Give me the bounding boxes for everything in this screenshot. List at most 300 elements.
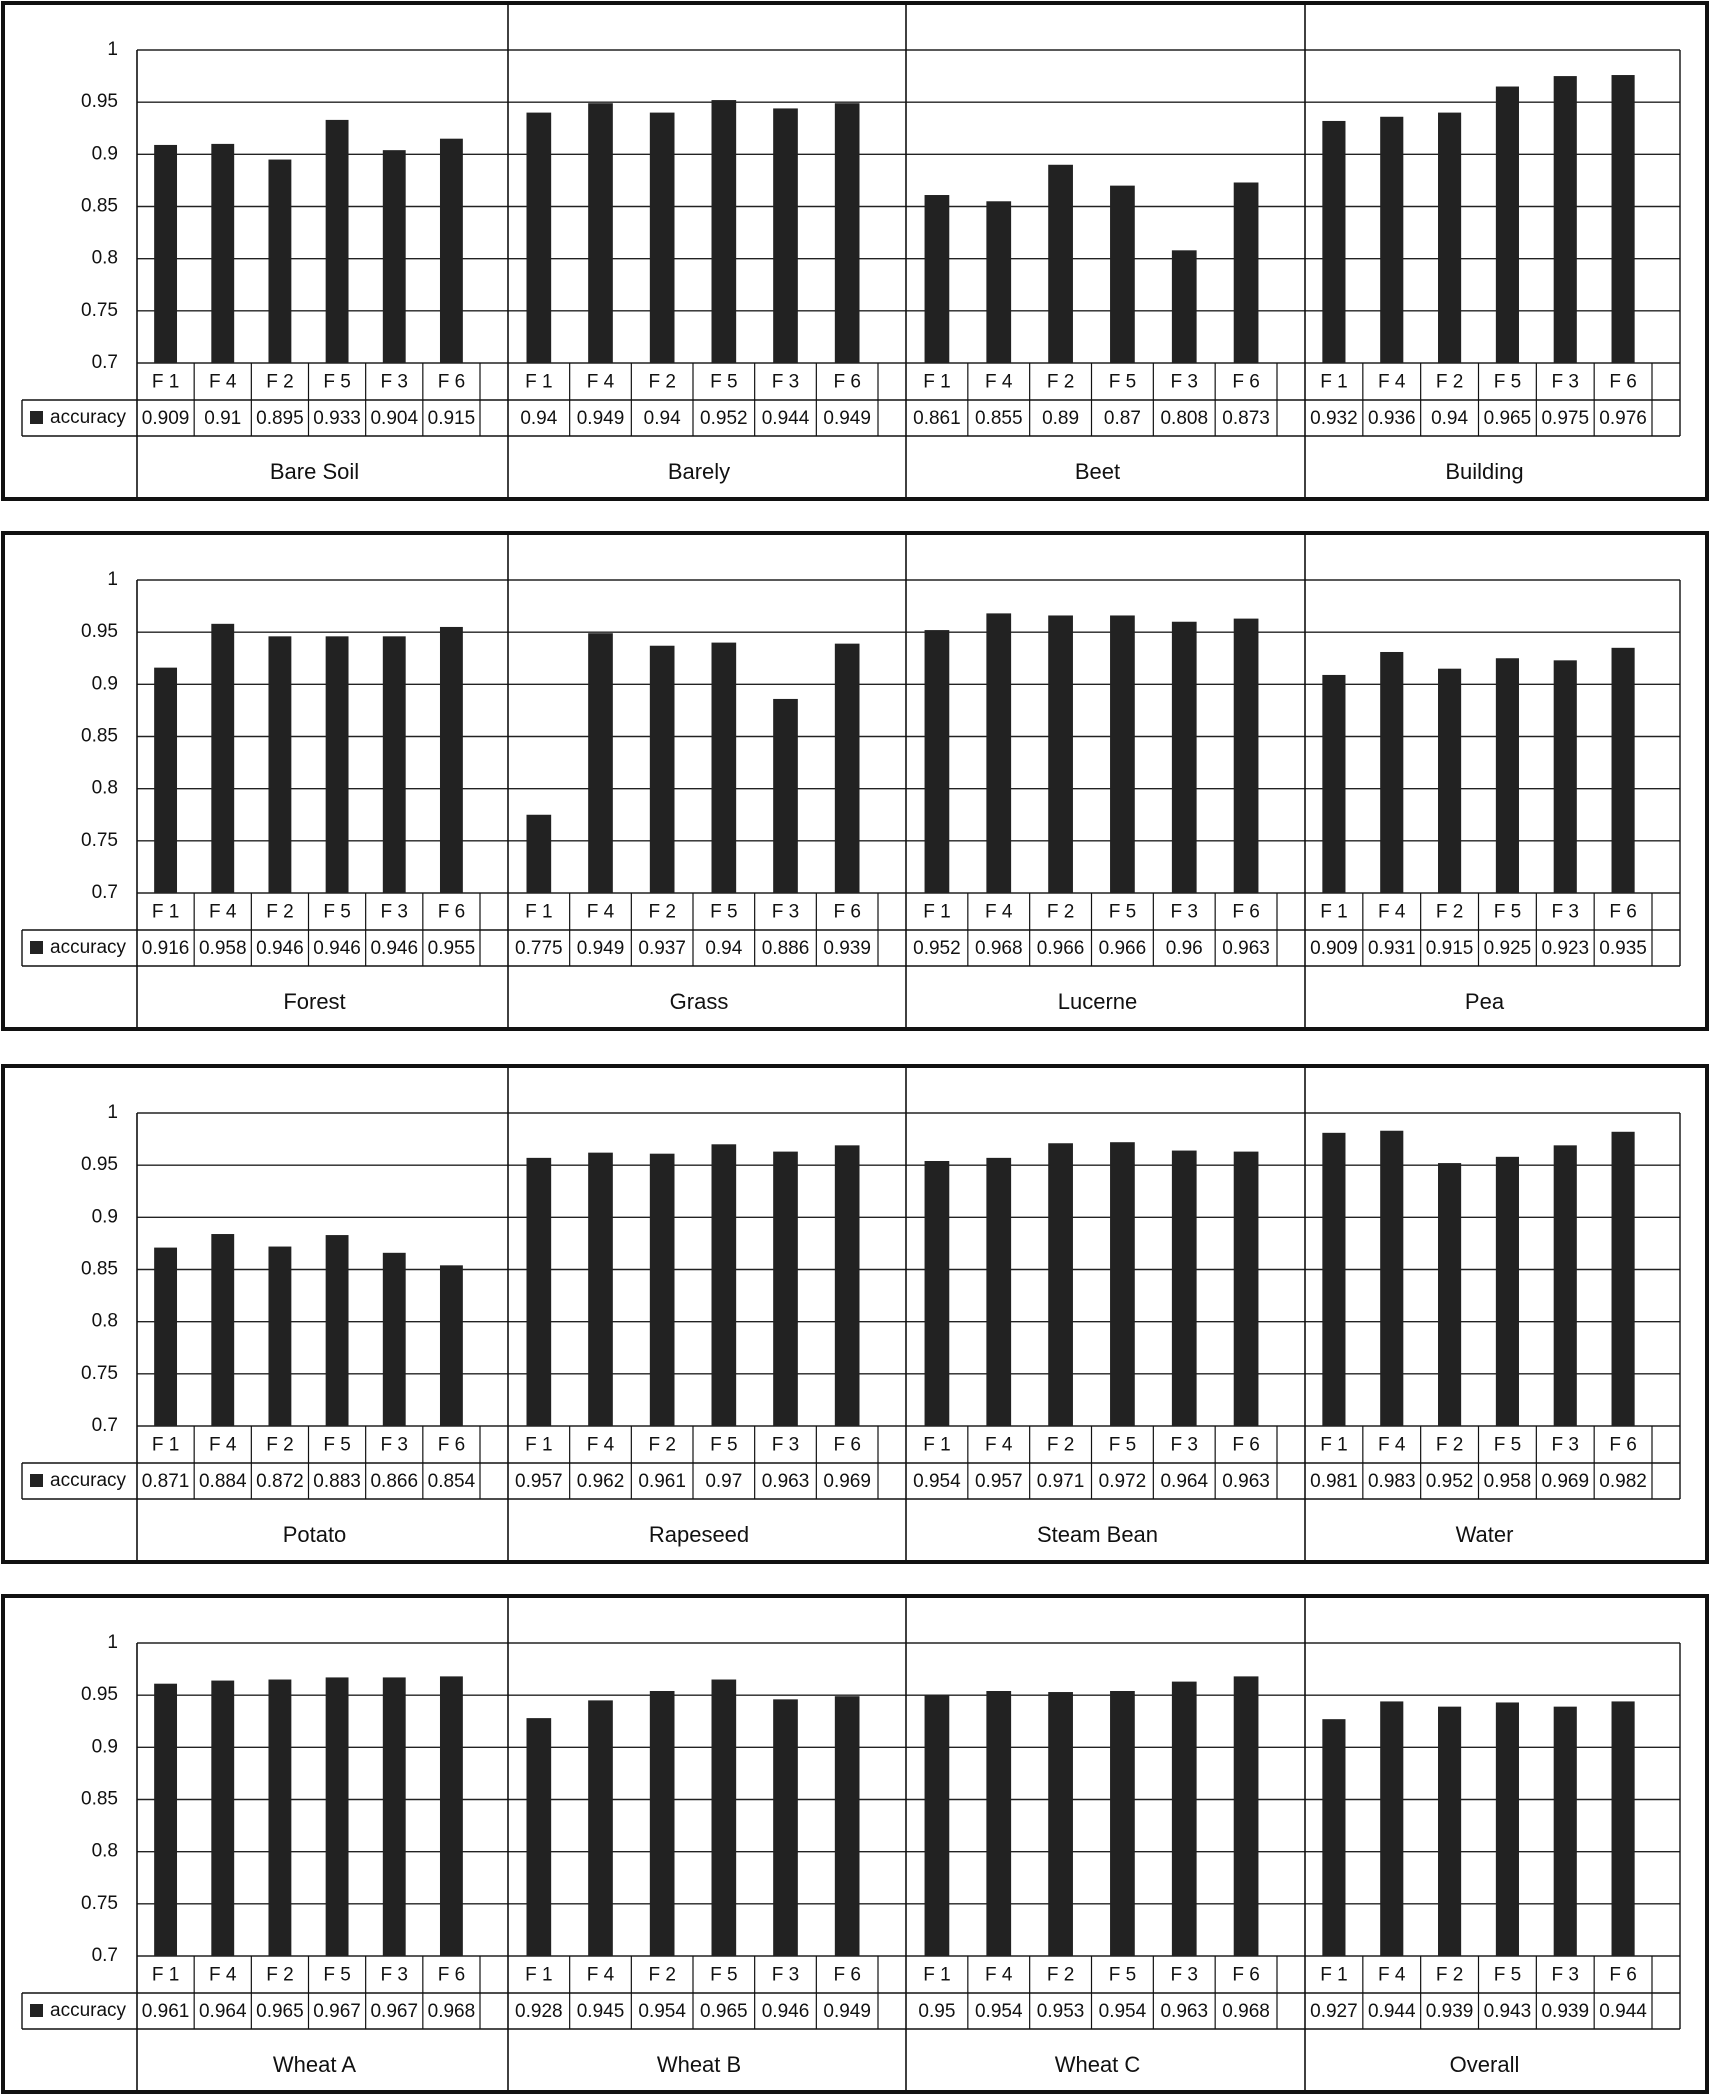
y-tick-label: 0.75 [81,299,118,321]
data-value-label: 0.969 [1541,1471,1590,1493]
data-value-label: 0.944 [1367,2001,1416,2023]
category-tick-label: F 3 [1551,901,1579,923]
bar [1322,675,1345,893]
y-tick-label: 0.95 [81,621,118,643]
category-tick-label: F 1 [525,1964,553,1986]
bar [154,668,177,893]
legend-label: accuracy [50,937,127,959]
chart-panel-3 [3,1066,1707,1562]
category-tick-label: F 2 [648,1964,676,1986]
bar [712,1144,737,1426]
data-value-label: 0.982 [1599,1471,1647,1493]
category-tick-label: F 2 [1435,901,1464,923]
y-tick-label: 0.7 [91,1415,118,1437]
category-tick-label: F 2 [1046,371,1075,393]
data-value-label: 0.861 [913,408,961,430]
group-label: Wheat B [656,2051,742,2077]
bar [1234,183,1259,363]
category-tick-label: F 3 [380,901,408,923]
data-value-label: 0.775 [515,938,563,960]
data-value-label: 0.949 [823,408,871,430]
category-tick-label: F 6 [437,371,466,393]
category-tick-label: F 4 [1378,901,1406,923]
bar [588,633,613,893]
bar [326,636,349,893]
category-tick-label: F 5 [1493,1964,1522,1986]
y-tick-label: 0.7 [91,352,118,374]
data-value-label: 0.957 [974,1471,1023,1493]
category-tick-label: F 1 [1320,901,1348,923]
category-tick-label: F 6 [833,1434,861,1456]
data-value-label: 0.958 [198,938,247,960]
legend-swatch [30,1474,43,1487]
data-value-label: 0.955 [427,938,476,960]
category-tick-label: F 3 [380,1964,408,1986]
bar [1496,658,1519,893]
data-value-label: 0.958 [1483,1471,1532,1493]
data-value-label: 0.937 [638,938,686,960]
category-tick-label: F 1 [151,901,180,923]
bar [440,139,463,363]
category-tick-label: F 4 [586,901,615,923]
bar [835,1145,860,1426]
category-tick-label: F 5 [1493,371,1522,393]
y-tick-label: 0.7 [91,1945,118,1967]
category-tick-label: F 4 [985,1434,1013,1456]
bar [326,1235,349,1426]
category-tick-label: F 6 [1609,901,1637,923]
bar [1438,1163,1461,1426]
category-tick-label: F 6 [437,1964,466,1986]
category-tick-label: F 6 [833,1964,861,1986]
bar [773,1152,798,1426]
bar [650,1691,675,1956]
bar [1110,1691,1135,1956]
data-value-label: 0.872 [256,1471,304,1493]
bar [1110,615,1135,893]
data-value-label: 0.946 [313,938,361,960]
bar [1322,1133,1345,1426]
category-tick-label: F 3 [1170,1964,1198,1986]
bar [1172,622,1197,893]
bar [986,613,1011,893]
data-value-label: 0.952 [1425,1471,1474,1493]
data-value-label: 0.96 [1165,938,1203,960]
category-tick-label: F 6 [833,371,861,393]
bar [1048,1692,1073,1956]
data-value-label: 0.954 [1098,2001,1147,2023]
group-label: Wheat C [1054,2051,1141,2077]
category-tick-label: F 5 [1108,371,1137,393]
bar [211,624,234,893]
group-label: Beet [1074,458,1121,484]
bar [1496,1157,1519,1426]
chart-panel-2 [3,533,1707,1029]
category-tick-label: F 5 [710,1964,738,1986]
bar [650,1154,675,1426]
category-tick-label: F 3 [771,901,800,923]
category-tick-label: F 1 [1320,1434,1348,1456]
category-tick-label: F 6 [1609,371,1637,393]
legend-swatch [30,411,43,424]
category-tick-label: F 3 [1170,1434,1198,1456]
bar [1612,1701,1635,1956]
bar [527,1158,552,1426]
data-value-label: 0.965 [700,2001,748,2023]
y-tick-label: 0.85 [81,195,118,217]
bar [650,113,675,363]
data-value-label: 0.904 [370,408,419,430]
category-tick-label: F 2 [1435,371,1464,393]
data-value-label: 0.932 [1310,408,1358,430]
legend-swatch [30,941,43,954]
data-value-label: 0.969 [823,1471,871,1493]
category-tick-label: F 3 [771,1964,800,1986]
category-tick-label: F 4 [586,1964,615,1986]
data-value-label: 0.965 [256,2001,304,2023]
y-tick-label: 0.9 [91,1736,118,1758]
data-value-label: 0.952 [700,408,748,430]
bar [835,103,860,363]
category-tick-label: F 4 [209,1434,237,1456]
bar [712,1680,737,1956]
data-value-label: 0.964 [1160,1471,1209,1493]
bar [1322,121,1345,363]
category-tick-label: F 2 [1046,1434,1075,1456]
y-tick-label: 0.8 [91,247,118,269]
y-tick-label: 0.7 [91,882,118,904]
bar [986,1158,1011,1426]
category-tick-label: F 2 [266,371,294,393]
bar [440,1676,463,1956]
category-tick-label: F 4 [1378,1964,1406,1986]
bar [1438,669,1461,893]
category-tick-label: F 4 [586,1434,615,1456]
group-label: Steam Bean [1036,1521,1159,1547]
data-value-label: 0.94 [643,408,681,430]
category-tick-label: F 2 [648,1434,676,1456]
bar [1048,615,1073,893]
data-value-label: 0.981 [1310,1471,1358,1493]
category-tick-label: F 1 [151,1964,180,1986]
category-tick-label: F 4 [209,1964,237,1986]
data-value-label: 0.968 [1222,2001,1270,2023]
data-value-label: 0.935 [1599,938,1647,960]
category-tick-label: F 1 [151,1434,180,1456]
data-value-label: 0.954 [638,2001,686,2023]
y-tick-label: 0.9 [91,673,118,695]
group-label: Lucerne [1057,988,1138,1014]
category-tick-label: F 3 [771,1434,800,1456]
bar [1380,1701,1403,1956]
y-tick-label: 0.8 [91,1310,118,1332]
bar [773,1699,798,1956]
y-tick-label: 0.8 [91,1840,118,1862]
category-tick-label: F 2 [648,901,676,923]
data-value-label: 0.915 [1425,938,1474,960]
data-value-label: 0.971 [1036,1471,1085,1493]
category-tick-label: F 5 [1493,901,1522,923]
bar [1048,165,1073,363]
bar [1380,117,1403,363]
data-value-label: 0.967 [370,2001,419,2023]
bar [1496,1702,1519,1956]
data-value-label: 0.976 [1599,408,1647,430]
bar [835,644,860,893]
data-value-label: 0.972 [1098,1471,1147,1493]
chart-panel-4 [3,1596,1707,2092]
bar [773,108,798,363]
data-value-label: 0.954 [974,2001,1023,2023]
category-tick-label: F 6 [1609,1964,1637,1986]
data-value-label: 0.909 [141,408,190,430]
bar [154,145,177,363]
data-value-label: 0.983 [1367,1471,1416,1493]
y-tick-label: 0.75 [81,1892,118,1914]
bar [527,113,552,363]
category-tick-label: F 2 [1435,1434,1464,1456]
data-value-label: 0.939 [1425,2001,1474,2023]
bar [1110,1142,1135,1426]
chart-panel-1 [3,3,1707,499]
data-value-label: 0.94 [705,938,743,960]
bar [712,100,737,363]
category-tick-label: F 3 [380,1434,408,1456]
bar [268,160,291,363]
category-tick-label: F 6 [1232,1964,1260,1986]
category-tick-label: F 5 [710,1434,738,1456]
category-tick-label: F 4 [1378,1434,1406,1456]
bar [1496,87,1519,363]
bar [1554,76,1577,363]
data-value-label: 0.808 [1160,408,1209,430]
category-tick-label: F 5 [323,1434,351,1456]
data-value-label: 0.949 [576,408,625,430]
data-value-label: 0.953 [1036,2001,1085,2023]
category-tick-label: F 3 [1170,901,1198,923]
data-value-label: 0.931 [1367,938,1416,960]
y-tick-label: 0.75 [81,829,118,851]
data-value-label: 0.961 [638,1471,686,1493]
category-tick-label: F 4 [209,901,237,923]
group-label: Bare Soil [269,458,360,484]
data-value-label: 0.943 [1483,2001,1532,2023]
data-value-label: 0.91 [204,408,242,430]
data-value-label: 0.89 [1042,408,1080,430]
data-value-label: 0.949 [576,938,625,960]
data-value-label: 0.965 [1483,408,1532,430]
legend-label: accuracy [50,1470,127,1492]
group-label: Building [1445,458,1524,484]
category-tick-label: F 6 [1232,901,1260,923]
bar [925,1695,950,1956]
category-tick-label: F 1 [1320,1964,1348,1986]
y-tick-label: 0.9 [91,143,118,165]
data-value-label: 0.945 [576,2001,625,2023]
category-tick-label: F 1 [923,1434,951,1456]
data-value-label: 0.884 [198,1471,247,1493]
category-tick-label: F 5 [1108,1434,1137,1456]
category-tick-label: F 3 [1551,371,1579,393]
category-tick-label: F 5 [1108,1964,1137,1986]
group-label: Forest [283,988,346,1014]
bar [1172,1682,1197,1956]
category-tick-label: F 2 [1046,1964,1075,1986]
group-label: Overall [1449,2051,1520,2077]
data-value-label: 0.944 [1599,2001,1647,2023]
y-tick-label: 0.8 [91,777,118,799]
bar [1234,1676,1259,1956]
bar [383,636,406,893]
data-value-label: 0.855 [974,408,1023,430]
bar [925,195,950,363]
bar [986,1691,1011,1956]
category-tick-label: F 3 [1551,1964,1579,1986]
y-tick-label: 0.85 [81,1258,118,1280]
bar [268,636,291,893]
legend-label: accuracy [50,2000,127,2022]
category-tick-label: F 6 [437,901,466,923]
y-tick-label: 1 [107,1632,118,1654]
data-value-label: 0.961 [141,2001,190,2023]
bar [154,1684,177,1956]
bar [1612,75,1635,363]
group-label: Barely [667,458,731,484]
category-tick-label: F 3 [1170,371,1198,393]
bar [650,646,675,893]
category-tick-label: F 5 [1493,1434,1522,1456]
data-value-label: 0.928 [515,2001,563,2023]
category-tick-label: F 2 [1435,1964,1464,1986]
data-value-label: 0.97 [705,1471,743,1493]
data-value-label: 0.933 [313,408,361,430]
bar [440,1265,463,1426]
category-tick-label: F 6 [1609,1434,1637,1456]
category-tick-label: F 2 [648,371,676,393]
bar [1438,113,1461,363]
data-value-label: 0.871 [141,1471,190,1493]
bar [527,815,552,893]
category-tick-label: F 4 [985,371,1013,393]
bar [1234,619,1259,893]
data-value-label: 0.95 [918,2001,956,2023]
bar [1322,1719,1345,1956]
bar [211,1234,234,1426]
category-tick-label: F 4 [1378,371,1406,393]
data-value-label: 0.968 [427,2001,476,2023]
data-value-label: 0.873 [1222,408,1270,430]
bar [268,1680,291,1956]
category-tick-label: F 4 [985,901,1013,923]
bar [268,1247,291,1426]
data-value-label: 0.954 [913,1471,961,1493]
data-value-label: 0.946 [256,938,304,960]
data-value-label: 0.87 [1103,408,1141,430]
bar [588,1700,613,1956]
bar [588,1153,613,1426]
data-value-label: 0.967 [313,2001,361,2023]
group-label: Wheat A [272,2051,357,2077]
category-tick-label: F 1 [525,1434,553,1456]
y-tick-label: 1 [107,569,118,591]
bar [1554,1145,1577,1426]
bar [1110,186,1135,363]
category-tick-label: F 1 [525,371,553,393]
category-tick-label: F 4 [586,371,615,393]
data-value-label: 0.944 [761,408,810,430]
data-value-label: 0.886 [761,938,810,960]
category-tick-label: F 1 [923,1964,951,1986]
category-tick-label: F 6 [833,901,861,923]
bar [383,150,406,363]
data-value-label: 0.916 [141,938,190,960]
group-label: Potato [282,1521,347,1547]
category-tick-label: F 5 [323,1964,351,1986]
bar [1380,652,1403,893]
category-tick-label: F 6 [437,1434,466,1456]
legend-swatch [30,2004,43,2017]
bar [1438,1707,1461,1956]
bar [925,1161,950,1426]
data-value-label: 0.94 [1431,408,1469,430]
category-tick-label: F 6 [1232,1434,1260,1456]
data-value-label: 0.94 [520,408,558,430]
legend-label: accuracy [50,407,127,429]
y-tick-label: 0.95 [81,1684,118,1706]
data-value-label: 0.975 [1541,408,1590,430]
data-value-label: 0.854 [427,1471,476,1493]
data-value-label: 0.966 [1098,938,1147,960]
data-value-label: 0.939 [1541,2001,1590,2023]
group-label: Grass [669,988,729,1014]
data-value-label: 0.925 [1483,938,1532,960]
category-tick-label: F 1 [923,371,951,393]
y-tick-label: 0.85 [81,1788,118,1810]
y-tick-label: 1 [107,1102,118,1124]
category-tick-label: F 1 [923,901,951,923]
data-value-label: 0.968 [974,938,1023,960]
category-tick-label: F 1 [525,901,553,923]
bar [527,1718,552,1956]
bar [1554,660,1577,893]
bar [383,1253,406,1426]
category-tick-label: F 2 [266,1434,294,1456]
category-tick-label: F 1 [151,371,180,393]
category-tick-label: F 3 [771,371,800,393]
category-tick-label: F 5 [323,901,351,923]
data-value-label: 0.962 [576,1471,625,1493]
category-tick-label: F 2 [266,901,294,923]
data-value-label: 0.952 [913,938,961,960]
data-value-label: 0.946 [370,938,419,960]
category-tick-label: F 5 [323,371,351,393]
data-value-label: 0.963 [761,1471,810,1493]
y-tick-label: 1 [107,39,118,61]
bar [154,1248,177,1426]
data-value-label: 0.963 [1160,2001,1209,2023]
data-value-label: 0.964 [198,2001,247,2023]
bar [211,1681,234,1956]
data-value-label: 0.939 [823,938,871,960]
bar [1612,1132,1635,1426]
bar [1380,1131,1403,1426]
bar [835,1696,860,1956]
group-label: Water [1455,1521,1514,1547]
bar [925,630,950,893]
y-tick-label: 0.95 [81,1154,118,1176]
data-value-label: 0.963 [1222,1471,1270,1493]
category-tick-label: F 6 [1232,371,1260,393]
